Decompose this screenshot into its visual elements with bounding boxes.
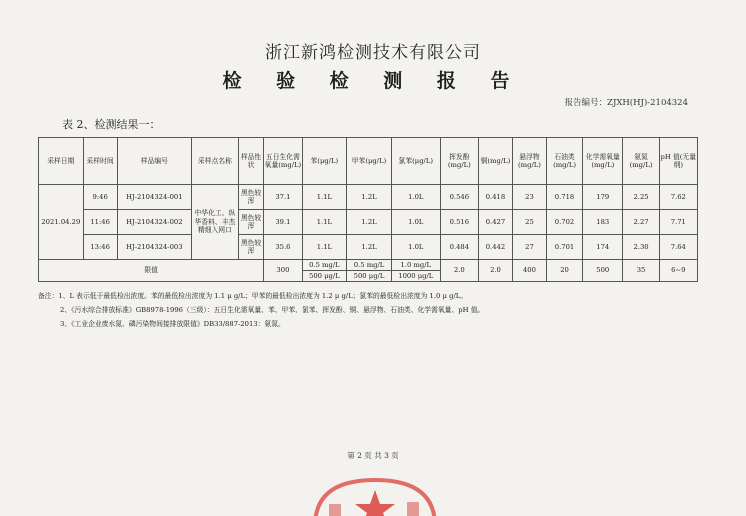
results-table [38, 137, 698, 282]
header-oil: 石油类(mg/L) [546, 138, 582, 185]
benzene-value: 1.1L [302, 235, 347, 260]
sample-location: 中华化工、纵华香料、丰杰精细入网口 [192, 185, 239, 260]
report-title: 检 验 检 测 报 告 [222, 70, 524, 92]
ss-value: 23 [512, 185, 546, 210]
header-ammonia: 氨氮(mg/L) [623, 138, 659, 185]
header-phenol: 挥发酚(mg/L) [440, 138, 478, 185]
limit-phenol: 2.0 [440, 260, 478, 282]
limit-chlorobenzene-ug: 1000 μg/L [391, 271, 440, 282]
header-ph: pH 值(无量纲) [659, 138, 697, 185]
sample-character: 黑色较浑 [238, 235, 264, 260]
limit-chlorobenzene-mg: 1.0 mg/L [391, 260, 440, 271]
phenol-value: 0.484 [440, 235, 478, 260]
header-copper: 铜(mg/L) [478, 138, 512, 185]
limit-row [39, 260, 698, 271]
benzene-value: 1.1L [302, 210, 347, 235]
page-number: 第 2 页 共 3 页 [347, 451, 399, 460]
ph-value: 7.62 [659, 185, 697, 210]
limit-ph: 6~9 [659, 260, 697, 282]
note-2: 2、《污水综合排放标准》GB8978-1996（三级）：五日生化需氧量、苯、甲苯、氯苯、挥发酚、铜、悬浮物、石油类、化学需氧量、pH 值。 [60, 306, 485, 314]
limit-ss: 400 [512, 260, 546, 282]
ss-value: 27 [512, 235, 546, 260]
sample-time: 9:46 [83, 185, 117, 210]
header-toluene: 甲苯(μg/L) [347, 138, 392, 185]
notes [38, 289, 708, 331]
limit-benzene-mg: 0.5 mg/L [302, 260, 347, 271]
header-cod: 化学需氧量(mg/L) [583, 138, 623, 185]
phenol-value: 0.546 [440, 185, 478, 210]
header-row [39, 138, 698, 185]
bod5-value: 35.6 [264, 235, 302, 260]
chlorobenzene-value: 1.0L [391, 185, 440, 210]
sample-id: HJ-2104324-002 [117, 210, 191, 235]
header-benzene: 苯(μg/L) [302, 138, 347, 185]
ammonia-value: 2.27 [623, 210, 659, 235]
phenol-value: 0.516 [440, 210, 478, 235]
limit-bod5: 300 [264, 260, 302, 282]
cod-value: 183 [583, 210, 623, 235]
sample-time: 13:46 [83, 235, 117, 260]
ammonia-value: 2.30 [623, 235, 659, 260]
ph-value: 7.64 [659, 235, 697, 260]
toluene-value: 1.2L [347, 210, 392, 235]
limit-toluene-mg: 0.5 mg/L [347, 260, 392, 271]
sample-id: HJ-2104324-003 [117, 235, 191, 260]
header-character: 样品性状 [238, 138, 264, 185]
header-ss: 悬浮物(mg/L) [512, 138, 546, 185]
table-row [39, 185, 698, 210]
table-row [39, 235, 698, 260]
oil-value: 0.718 [546, 185, 582, 210]
cod-value: 174 [583, 235, 623, 260]
limit-oil: 20 [546, 260, 582, 282]
copper-value: 0.442 [478, 235, 512, 260]
company-name: 浙江新鸿检测技术有限公司 [265, 43, 481, 63]
report-number: 报告编号：ZJXH(HJ)-2104324 [564, 98, 688, 108]
toluene-value: 1.2L [347, 235, 392, 260]
note-1: 备注：1、L 表示低于最低检出浓度。苯的最低检出浓度为 1.1 μ g/L；甲苯的最低检出浓度为 1.2 μ g/L；氯苯的最低检出浓度为 1.0 μ g/L。 [38, 292, 468, 300]
header-sample-time: 采样时间 [83, 138, 117, 185]
oil-value: 0.702 [546, 210, 582, 235]
limit-copper: 2.0 [478, 260, 512, 282]
header-bod5: 五日生化需氧量(mg/L) [264, 138, 302, 185]
header-chlorobenzene: 氯苯(μg/L) [391, 138, 440, 185]
chlorobenzene-value: 1.0L [391, 235, 440, 260]
benzene-value: 1.1L [302, 185, 347, 210]
ph-value: 7.71 [659, 210, 697, 235]
ammonia-value: 2.25 [623, 185, 659, 210]
ss-value: 25 [512, 210, 546, 235]
table-name: 表 2、检测结果一： [62, 118, 161, 131]
toluene-value: 1.2L [347, 185, 392, 210]
sample-id: HJ-2104324-001 [117, 185, 191, 210]
cod-value: 179 [583, 185, 623, 210]
copper-value: 0.418 [478, 185, 512, 210]
table-row [39, 210, 698, 235]
limit-cod: 500 [583, 260, 623, 282]
company-seal-icon [305, 478, 445, 516]
bod5-value: 37.1 [264, 185, 302, 210]
limit-label: 限值 [39, 260, 264, 282]
sample-character: 黑色较浑 [238, 210, 264, 235]
sample-date: 2021.04.29 [39, 185, 84, 260]
limit-toluene-ug: 500 μg/L [347, 271, 392, 282]
bod5-value: 39.1 [264, 210, 302, 235]
sample-time: 11:46 [83, 210, 117, 235]
oil-value: 0.701 [546, 235, 582, 260]
header-sample-id: 样品编号 [117, 138, 191, 185]
copper-value: 0.427 [478, 210, 512, 235]
limit-ammonia: 35 [623, 260, 659, 282]
header-location: 采样点名称 [192, 138, 239, 185]
chlorobenzene-value: 1.0L [391, 210, 440, 235]
limit-benzene-ug: 500 μg/L [302, 271, 347, 282]
header-sample-date: 采样日期 [39, 138, 84, 185]
note-3: 3、《工业企业废水氮、磷污染物间接排放限值》DB33/887-2013：氨氮。 [60, 320, 285, 328]
sample-character: 黑色较浑 [238, 185, 264, 210]
